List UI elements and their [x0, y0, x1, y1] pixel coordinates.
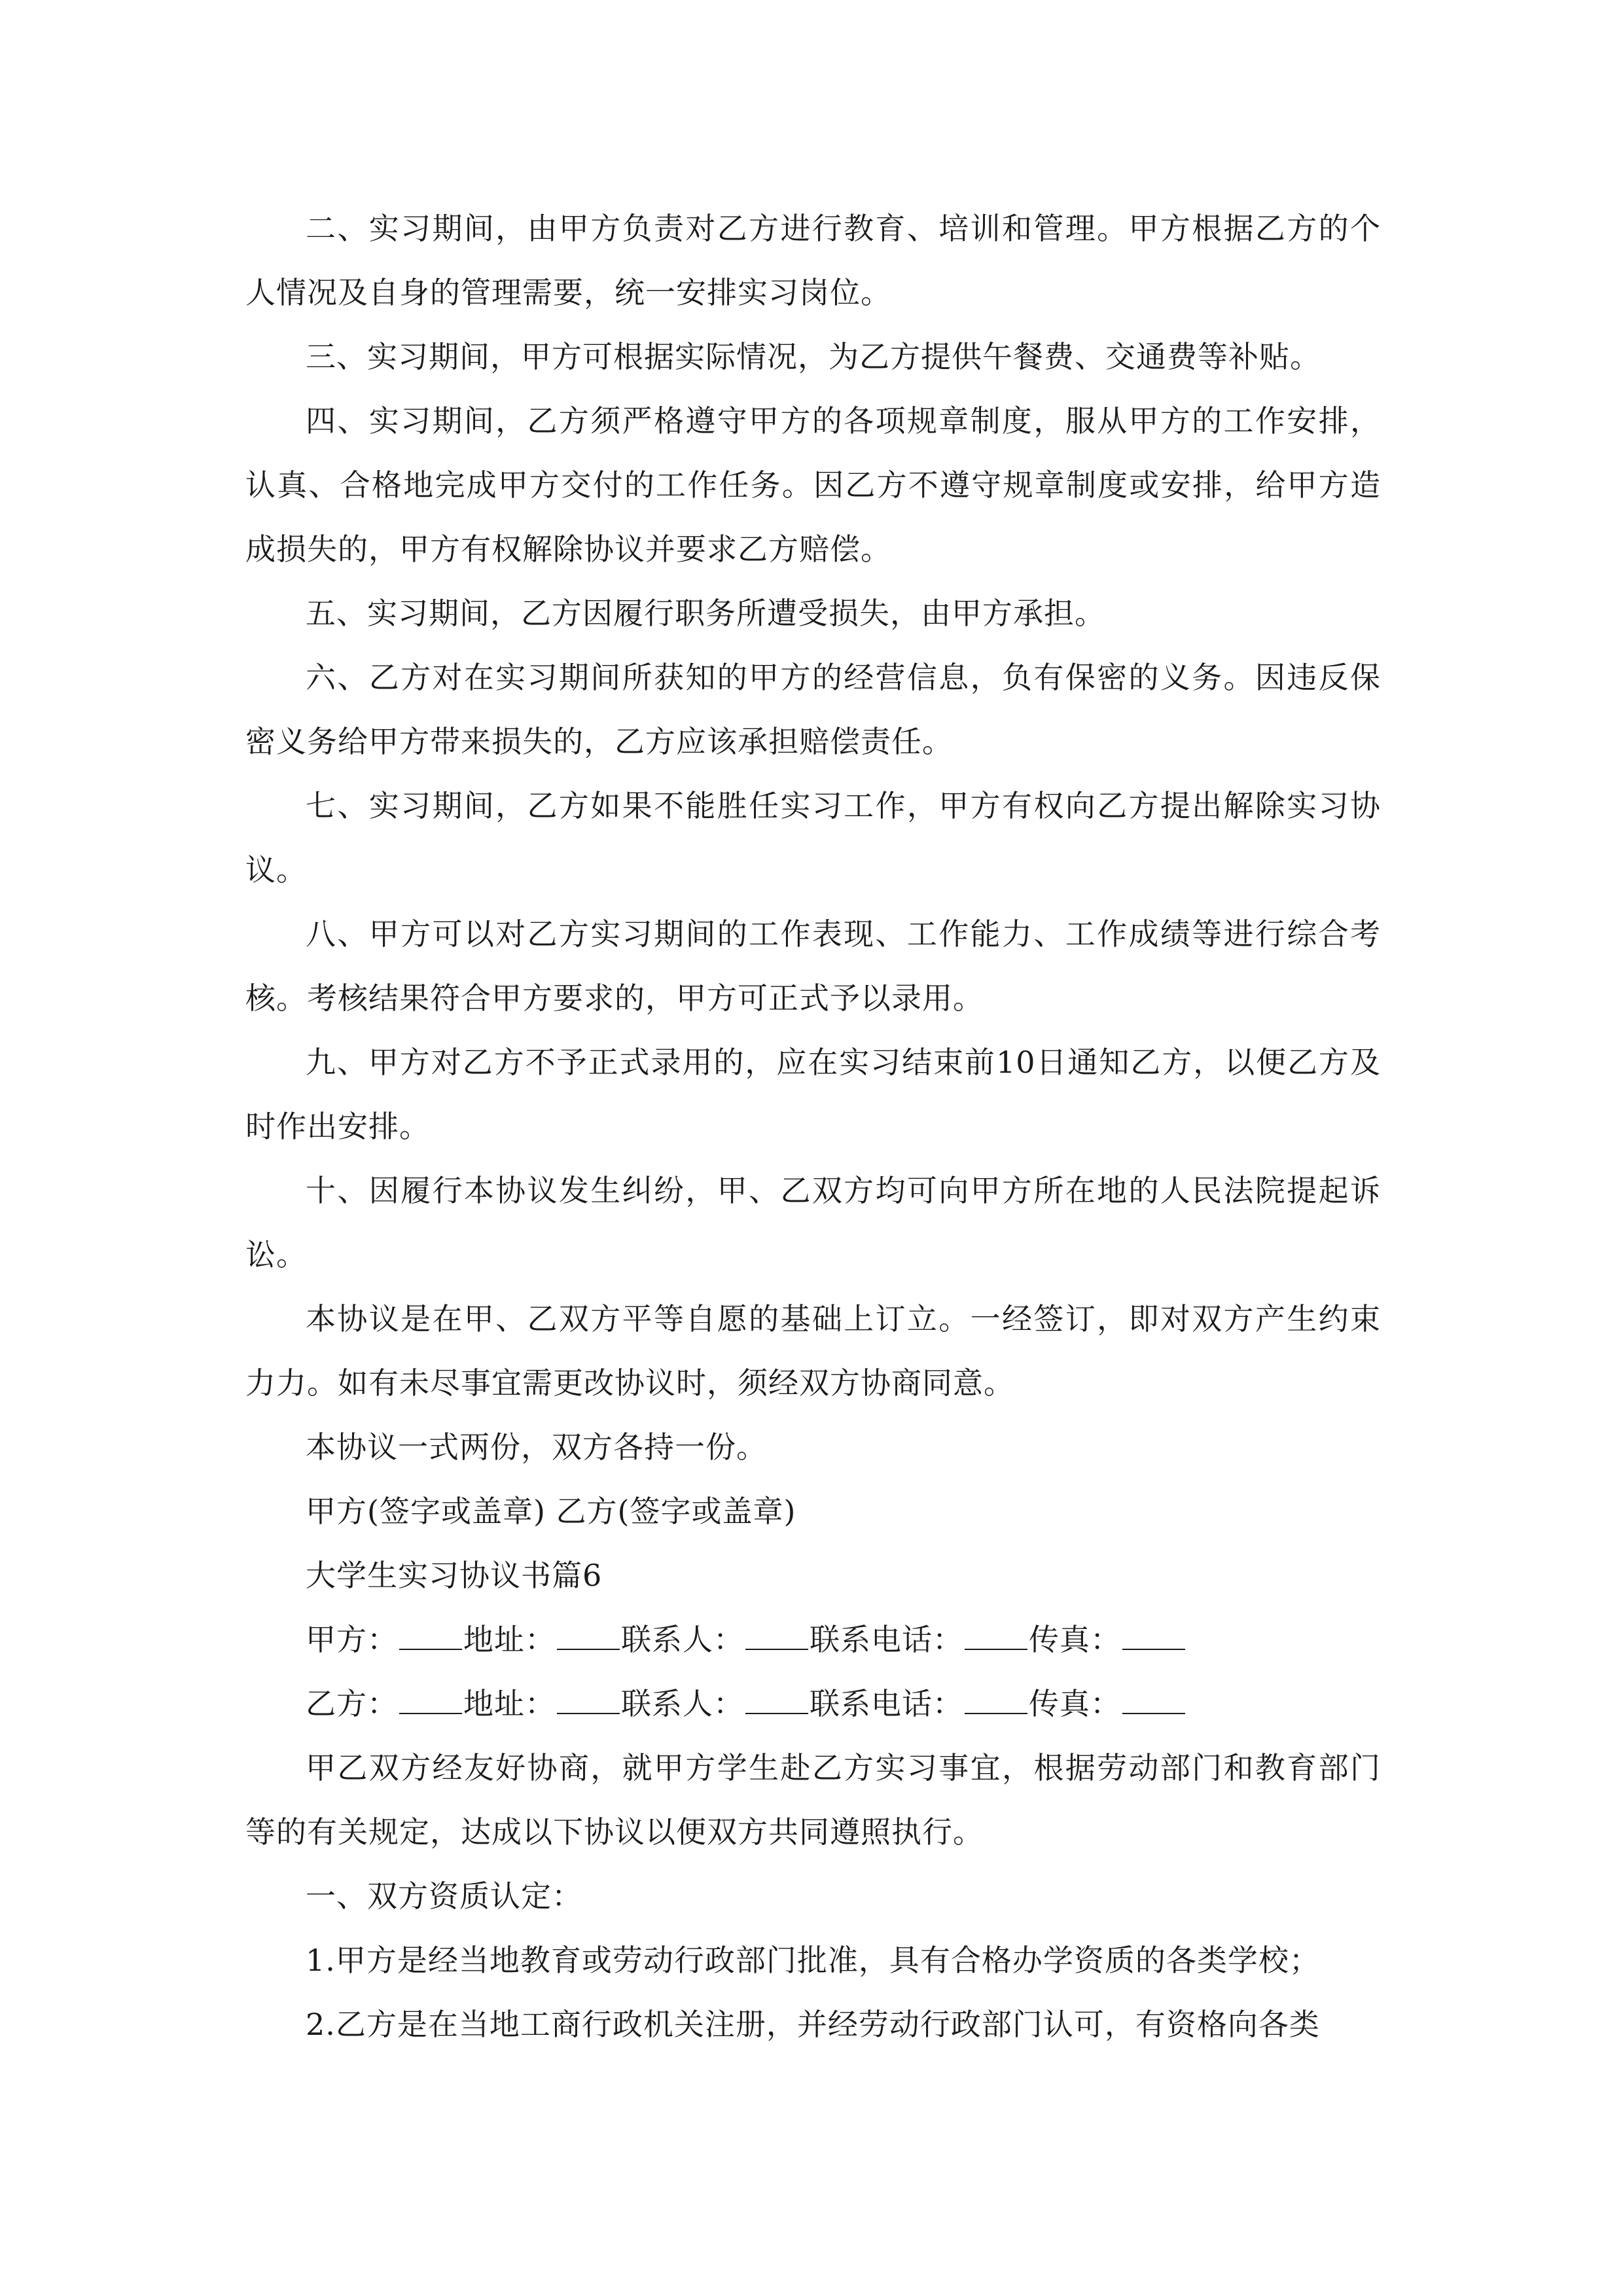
address-label: 地址： — [463, 1686, 556, 1721]
phone-blank — [965, 1624, 1027, 1650]
contact-label: 联系人： — [621, 1686, 744, 1721]
clause-1-item-2: 2.乙方是在当地工商行政机关注册，并经劳动行政部门认可，有资格向各类 — [306, 2007, 1320, 2042]
fax-label: 传真： — [1029, 1686, 1121, 1721]
party-a-info-row — [245, 1607, 1381, 1672]
fax-blank — [1122, 1688, 1185, 1714]
party-blank — [399, 1624, 462, 1650]
clause-5: 五、实习期间，乙方因履行职务所遭受损失，由甲方承担。 — [306, 596, 1105, 631]
clause-8: 八、甲方可以对乙方实习期间的工作表现、工作能力、工作成绩等进行综合考核。考核结果符合甲方要求的，甲方可正式予以录用。 — [245, 916, 1381, 1016]
address-label: 地址： — [463, 1622, 556, 1657]
clause-9: 九、甲方对乙方不予正式录用的，应在实习结束前10日通知乙方，以便乙方及时作出安排。 — [245, 1045, 1381, 1144]
clause-6: 六、乙方对在实习期间所获知的甲方的经营信息，负有保密的义务。因违反保密义务给甲方带来损失的，乙方应该承担赔偿责任。 — [245, 660, 1381, 759]
phone-label: 联系电话： — [810, 1622, 963, 1657]
copies-statement: 本协议一式两份，双方各持一份。 — [306, 1429, 767, 1465]
fax-label: 传真： — [1029, 1622, 1121, 1657]
document-body — [245, 196, 1381, 2056]
party-blank — [399, 1688, 462, 1714]
contact-label: 联系人： — [621, 1622, 744, 1657]
phone-label: 联系电话： — [810, 1686, 963, 1721]
clause-3: 三、实习期间，甲方可根据实际情况，为乙方提供午餐费、交通费等补贴。 — [306, 339, 1321, 374]
address-blank — [557, 1624, 620, 1650]
clause-2: 二、实习期间，由甲方负责对乙方进行教育、培训和管理。甲方根据乙方的个人情况及自身的管理需要，统一安排实习岗位。 — [245, 211, 1381, 310]
party-label: 甲方： — [306, 1622, 398, 1657]
preamble: 甲乙双方经友好协商，就甲方学生赴乙方实习事宜，根据劳动部门和教育部门等的有关规定，达成以下协议以便双方共同遵照执行。 — [245, 1750, 1381, 1850]
fax-blank — [1122, 1624, 1185, 1650]
address-blank — [557, 1688, 620, 1714]
clause-7: 七、实习期间，乙方如果不能胜任实习工作，甲方有权向乙方提出解除实习协议。 — [245, 788, 1381, 888]
contact-blank — [745, 1688, 808, 1714]
clause-4: 四、实习期间，乙方须严格遵守甲方的各项规章制度，服从甲方的工作安排，认真、合格地完成甲方交付的工作任务。因乙方不遵守规章制度或安排，给甲方造成损失的，甲方有权解除协议并要求乙方赔偿。 — [245, 403, 1381, 567]
agreement-basis: 本协议是在甲、乙双方平等自愿的基础上订立。一经签订，即对双方产生约束力力。如有未尽事宜需更改协议时，须经双方协商同意。 — [245, 1301, 1381, 1401]
party-label: 乙方： — [306, 1686, 398, 1721]
clause-10: 十、因履行本协议发生纠纷，甲、乙双方均可向甲方所在地的人民法院提起诉讼。 — [245, 1173, 1381, 1272]
signature-line: 甲方(签字或盖章) 乙方(签字或盖章) — [306, 1494, 796, 1529]
phone-blank — [965, 1688, 1027, 1714]
contact-blank — [745, 1624, 808, 1650]
party-b-info-row — [245, 1672, 1381, 1736]
clause-1-item-1: 1.甲方是经当地教育或劳动行政部门批准，具有合格办学资质的各类学校； — [306, 1943, 1320, 1978]
section-heading: 大学生实习协议书篇6 — [306, 1558, 603, 1593]
clause-heading-1: 一、双方资质认定： — [306, 1878, 582, 1914]
